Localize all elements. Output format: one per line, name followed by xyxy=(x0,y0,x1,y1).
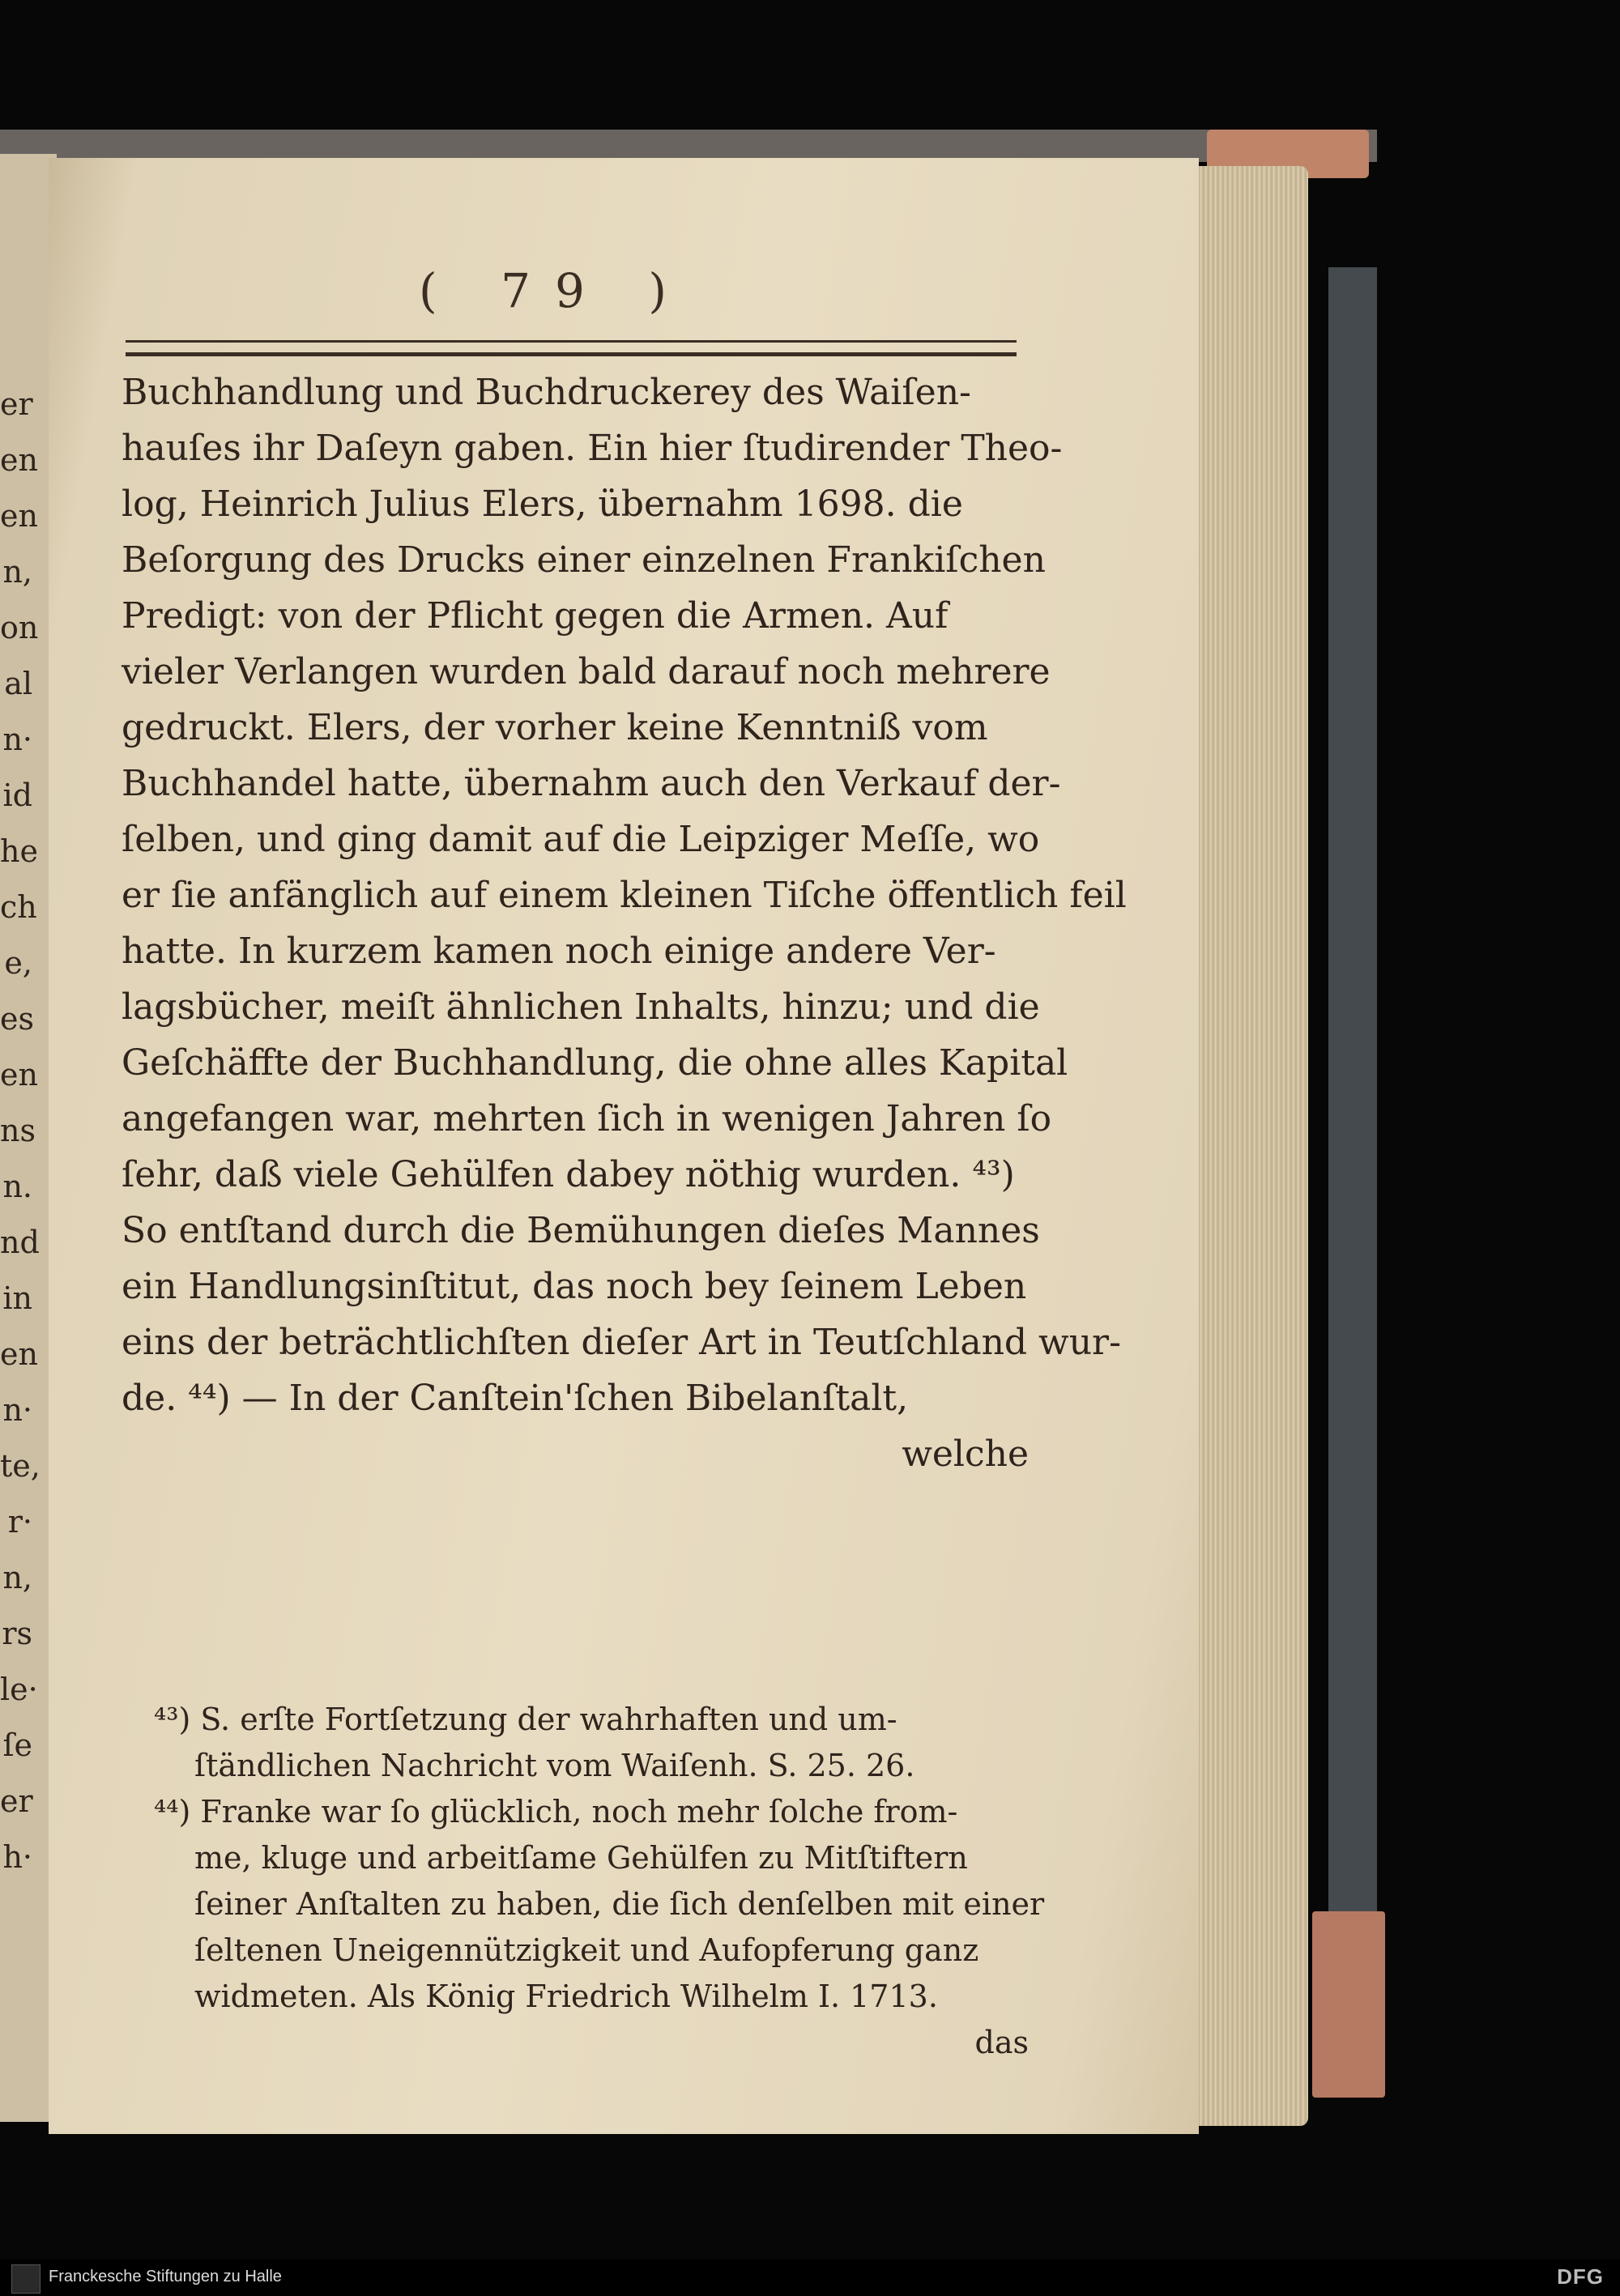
text-line: Predigt: von der Pflicht gegen die Armen. Auf xyxy=(122,595,949,637)
previous-page-fragment: te, xyxy=(0,1448,40,1484)
previous-page-fragment: rs xyxy=(2,1616,32,1651)
text-line: ein Handlungsinſtitut, das noch bey ſeinem Leben xyxy=(122,1266,1027,1307)
page-block-edges xyxy=(1187,166,1308,2126)
previous-page-fragment: en xyxy=(0,1336,38,1372)
catchword: welche xyxy=(902,1433,1029,1475)
previous-page-fragment: er xyxy=(0,386,33,422)
previous-page-fragment: ns xyxy=(0,1113,36,1148)
previous-page-fragment: nd xyxy=(0,1225,40,1260)
previous-page-fragment: en xyxy=(0,442,38,478)
previous-page-fragment: ch xyxy=(0,889,37,925)
text-line: Beſorgung des Drucks einer einzelnen Frankiſchen xyxy=(122,539,1046,581)
dfg-logo: DFG xyxy=(1557,2264,1604,2289)
footnote-line: ſeiner Anſtalten zu haben, die ſich denſelben mit einer xyxy=(194,1886,1045,1922)
previous-page-fragment: in xyxy=(2,1280,32,1316)
text-line: hatte. In kurzem kamen noch einige andere Ver- xyxy=(122,931,996,972)
footnote-line: ⁴⁴) Franke war ſo glücklich, noch mehr ſolche from- xyxy=(154,1794,958,1830)
previous-page-fragment: es xyxy=(0,1001,34,1037)
footnote-line: widmeten. Als König Friedrich Wilhelm I. 1713. xyxy=(194,1979,938,2014)
institution-label: Franckesche Stiftungen zu Halle xyxy=(49,2268,282,2285)
institution-logo-icon xyxy=(11,2264,40,2294)
previous-page-fragment: id xyxy=(2,777,32,813)
text-line: de. ⁴⁴) — In der Canſtein'ſchen Bibelanſtalt, xyxy=(122,1378,909,1419)
footnote-line: me, kluge und arbeitſame Gehülfen zu Mitſtiftern xyxy=(194,1840,968,1876)
footnote-catchword: das xyxy=(974,2025,1029,2060)
text-line: vieler Verlangen wurden bald darauf noch mehrere xyxy=(122,651,1051,692)
previous-page-fragment: he xyxy=(0,833,38,869)
footnote-line: ſtändlichen Nachricht vom Waiſenh. S. 25. 26. xyxy=(194,1748,915,1783)
footnote-line: ſeltenen Uneigennützigkeit und Aufopferung ganz xyxy=(194,1932,979,1968)
page-number: ( 79 ) xyxy=(419,263,691,318)
text-line: ſehr, daß viele Gehülfen dabey nöthig wurden. ⁴³) xyxy=(122,1154,1015,1195)
previous-page-fragment: n, xyxy=(2,554,32,590)
text-line: Geſchäffte der Buchhandlung, die ohne alles Kapital xyxy=(122,1042,1068,1084)
previous-page-fragment: en xyxy=(0,498,38,534)
previous-page-fragments xyxy=(0,377,40,1885)
footnote-line: ⁴³) S. erſte Fortſetzung der wahrhaften und um- xyxy=(154,1702,897,1737)
page-header xyxy=(49,263,1061,318)
previous-page-fragment: n. xyxy=(2,1169,32,1204)
previous-page-fragment: n, xyxy=(2,1560,32,1595)
text-line: So entſtand durch die Bemühungen dieſes Mannes xyxy=(122,1210,1040,1251)
previous-page-fragment: en xyxy=(0,1057,38,1093)
previous-page-fragment: le· xyxy=(0,1672,38,1707)
footnotes xyxy=(154,1697,1045,2066)
body-text xyxy=(122,364,1127,1482)
previous-page-fragment: on xyxy=(0,610,39,645)
previous-page-fragment: n· xyxy=(2,1392,32,1428)
text-line: eins der beträchtlichſten dieſer Art in Teutſchland wur- xyxy=(122,1322,1121,1363)
previous-page-fragment: n· xyxy=(2,722,32,757)
book-cover-corner-bottom xyxy=(1312,1911,1385,2098)
previous-page-fragment: er xyxy=(0,1783,33,1819)
book-page xyxy=(49,158,1199,2134)
text-line: Buchhandlung und Buchdruckerey des Waiſen- xyxy=(122,372,971,413)
text-line: log, Heinrich Julius Elers, übernahm 1698. die xyxy=(122,483,963,525)
previous-page-fragment: r· xyxy=(7,1504,32,1540)
text-line: Buchhandel hatte, übernahm auch den Verkauf der- xyxy=(122,763,1061,804)
previous-page-fragment: h· xyxy=(2,1839,32,1875)
previous-page-fragment: ſe xyxy=(2,1727,32,1763)
viewer-footer xyxy=(0,2260,1620,2296)
text-line: lagsbücher, meiſt ähnlichen Inhalts, hinzu; und die xyxy=(122,986,1040,1028)
book-cover-spine-edge xyxy=(1328,267,1377,2033)
text-line: er ſie anfänglich auf einem kleinen Tiſche öffentlich feil xyxy=(122,875,1127,916)
header-rule xyxy=(126,340,1017,356)
text-line: angefangen war, mehrten ſich in wenigen Jahren ſo xyxy=(122,1098,1052,1139)
text-line: gedruckt. Elers, der vorher keine Kenntniß vom xyxy=(122,707,988,748)
book-cover-top xyxy=(0,130,1377,162)
text-line: ſelben, und ging damit auf die Leipziger Meſſe, wo xyxy=(122,819,1040,860)
text-line: hauſes ihr Daſeyn gaben. Ein hier ſtudirender Theo- xyxy=(122,428,1063,469)
previous-page-fragment: al xyxy=(4,666,32,701)
previous-page-fragment: e, xyxy=(4,945,32,981)
